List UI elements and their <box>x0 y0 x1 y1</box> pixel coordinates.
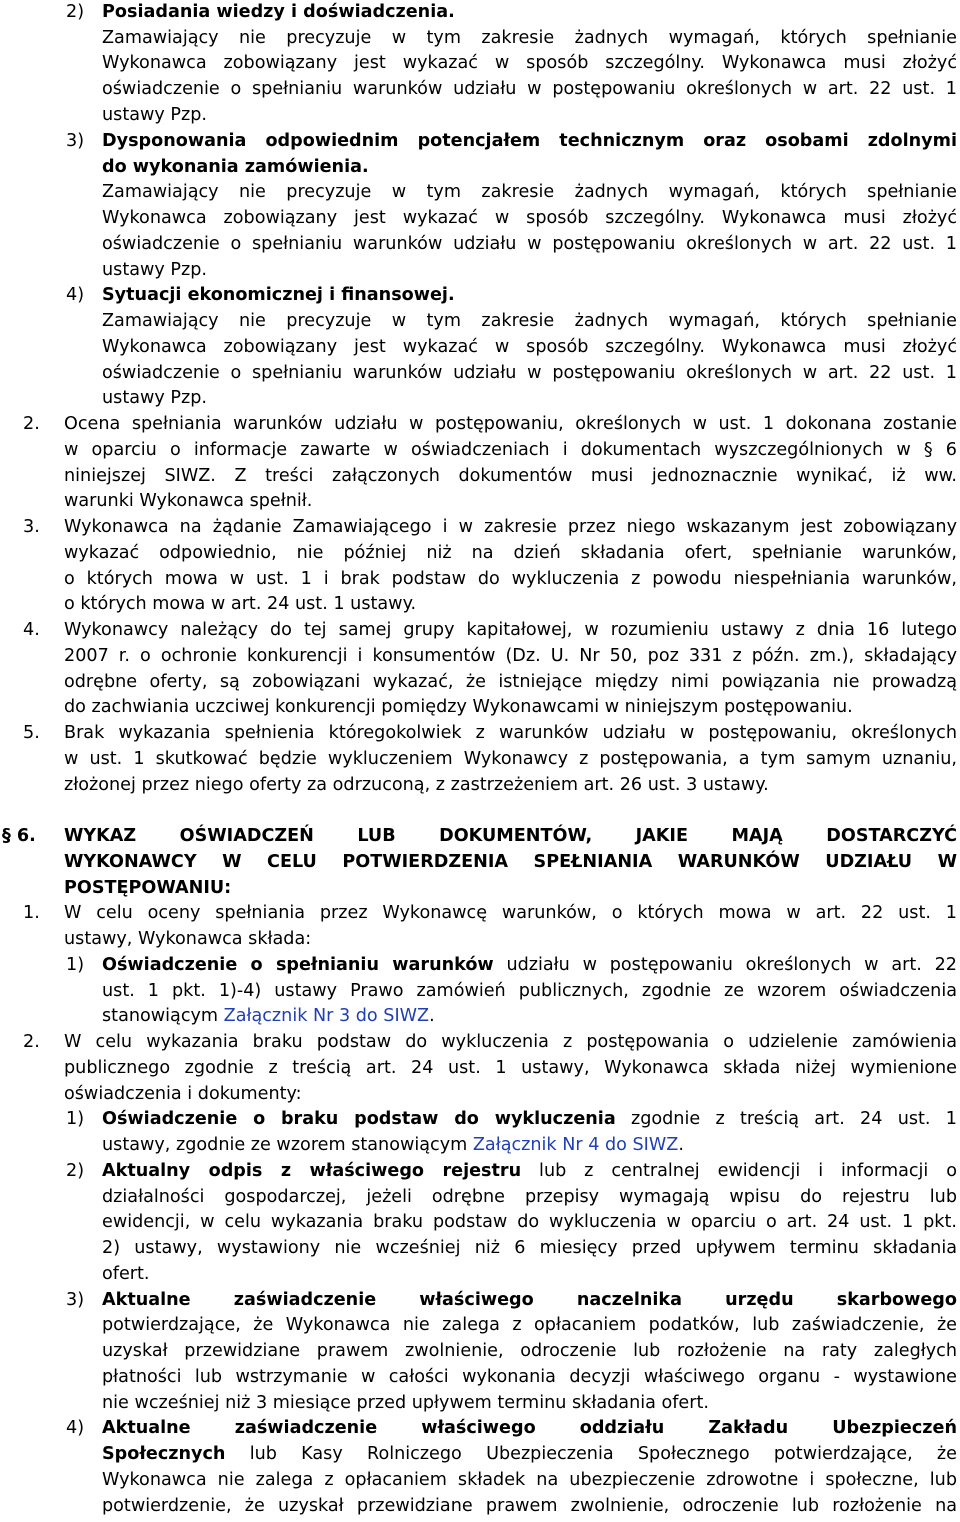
bold-phrase: Aktualny odpis z właściwego rejestru <box>102 1161 522 1181</box>
body-line: oświadczenie o spełnianiu warunków udziału w postępowaniu określonych w art. 22 ust. 1 <box>102 363 957 383</box>
body-line: w oparciu o informacje zawarte w oświadczeniach i dokumentach wyszczególnionych w § 6 <box>64 440 957 460</box>
point-number: 3. <box>23 517 40 537</box>
item-title-text: do wykonania zamówienia. <box>102 157 369 177</box>
text-span: ustawy, zgodnie ze wzorem stanowiącym <box>102 1135 473 1155</box>
attachment-link[interactable]: Załącznik Nr 3 do SIWZ <box>223 1006 430 1026</box>
body-line: Ocena spełniania warunków udziału w postępowaniu, określonych w ust. 1 dokonana zostanie <box>64 414 957 434</box>
text-span: udziału w postępowaniu określonych w art. 22 <box>493 955 957 975</box>
body-line <box>102 1004 435 1030</box>
bold-phrase: Aktualne zaświadczenie właściwego oddziału Zakładu Ubezpieczeń <box>102 1418 957 1438</box>
section-heading-text: WYKAZ OŚWIADCZEŃ LUB DOKUMENTÓW, JAKIE MAJĄ DOSTARCZYĆ <box>64 826 957 846</box>
item-number: 3) <box>66 1290 85 1310</box>
item-number: 3) <box>66 131 85 151</box>
item-title <box>102 129 957 155</box>
bold-phrase: Aktualne zaświadczenie właściwego naczelnika urzędu skarbowego <box>102 1290 957 1310</box>
section-heading <box>64 850 957 876</box>
body-line: Wykonawca na żądanie Zamawiającego i w zakresie przez niego wskazanym jest zobowiązany <box>64 517 957 537</box>
text-span: lub z centralnej ewidencji i informacji o <box>521 1161 957 1181</box>
body-line: Zamawiający nie precyzuje w tym zakresie żadnych wymagań, których spełnianie <box>102 182 957 202</box>
body-line: złożonej przez niego oferty za odrzuconą, z zastrzeżeniem art. 26 ust. 3 ustawy. <box>64 775 769 795</box>
item-number: 4) <box>66 285 85 305</box>
body-line: warunki Wykonawca spełnił. <box>64 491 313 511</box>
body-line: wykazać odpowiednio, nie później niż na dzień składania ofert, spełnianie warunków, <box>64 543 957 563</box>
body-line: oświadczenie o spełnianiu warunków udziału w postępowaniu określonych w art. 22 ust. 1 <box>102 79 957 99</box>
point-number: 4. <box>23 620 40 640</box>
item-number: 1) <box>66 1109 85 1129</box>
body-line: 2) ustawy, wystawiony nie wcześniej niż 6 miesięcy przed upływem terminu składania <box>102 1238 957 1258</box>
section-heading-text: POSTĘPOWANIU: <box>64 878 232 898</box>
attachment-link[interactable]: Załącznik Nr 4 do SIWZ <box>472 1135 679 1155</box>
body-line: ofert. <box>102 1264 150 1284</box>
body-line <box>102 1159 957 1185</box>
text-span: . <box>429 1006 435 1026</box>
body-line: oświadczenie o spełnianiu warunków udziału w postępowaniu określonych w art. 22 ust. 1 <box>102 234 957 254</box>
text-span: lub Kasy Rolniczego Ubezpieczenia Społecznego potwierdzające, że <box>225 1444 957 1464</box>
body-line: nie wcześniej niż 3 miesiące przed upływem terminu składania ofert. <box>102 1393 709 1413</box>
section-heading <box>64 824 957 850</box>
body-line: o których mowa w art. 24 ust. 1 ustawy. <box>64 594 417 614</box>
point-number: 5. <box>23 723 40 743</box>
body-line: odrębne oferty, są zobowiązani wykazać, że istniejące między nimi powiązania nie prowadzą <box>64 672 957 692</box>
body-line: uzyskał przewidziane prawem zwolnienie, odroczenie lub rozłożenie na raty zaległych <box>102 1341 957 1361</box>
body-line: W celu wykazania braku podstaw do wykluczenia z postępowania o udzielenie zamówienia <box>64 1032 957 1052</box>
text-span: . <box>678 1135 684 1155</box>
text-span: stanowiącym <box>102 1006 224 1026</box>
bold-phrase: Społecznych <box>102 1444 226 1464</box>
body-line: niniejszej SIWZ. Z treści załączonych dokumentów musi jednoznacznie wynikać, iż ww. <box>64 466 957 486</box>
body-line <box>102 1107 957 1133</box>
item-title <box>102 155 369 181</box>
item-title-text: Sytuacji ekonomicznej i finansowej. <box>102 285 455 305</box>
body-line: płatności lub wstrzymanie w całości wykonania decyzji właściwego organu - wystawione <box>102 1367 957 1387</box>
body-line: 2007 r. o ochronie konkurencji i konsumentów (Dz. U. Nr 50, poz 331 z późn. zm.), składający <box>64 646 957 666</box>
body-line: potwierdzające, że Wykonawca nie zalega z opłacaniem podatków, lub zaświadczenie, że <box>102 1315 957 1335</box>
section-marker-text: § 6. <box>2 826 36 846</box>
text-span: zgodnie z treścią art. 24 ust. 1 <box>615 1109 957 1129</box>
point-number: 2. <box>23 414 40 434</box>
body-line: ustawy, Wykonawca składa: <box>64 929 312 949</box>
item-title <box>102 0 455 26</box>
body-line: Wykonawca zobowiązany jest wykazać w sposób szczególny. Wykonawca musi złożyć <box>102 337 957 357</box>
section-heading-text: WYKONAWCY W CELU POTWIERDZENIA SPEŁNIANIA WARUNKÓW UDZIAŁU W <box>64 852 957 872</box>
body-line: ustawy Pzp. <box>102 260 207 280</box>
section-heading <box>64 876 231 902</box>
body-line <box>102 1416 957 1442</box>
body-line <box>102 1288 957 1314</box>
body-line: Zamawiający nie precyzuje w tym zakresie żadnych wymagań, których spełnianie <box>102 311 957 331</box>
body-line: ustawy Pzp. <box>102 105 207 125</box>
body-line <box>102 1442 957 1468</box>
point-number: 2. <box>23 1032 40 1052</box>
item-title-text: Dysponowania odpowiednim potencjałem technicznym oraz osobami zdolnymi <box>102 131 957 151</box>
point-number: 1. <box>23 903 40 923</box>
body-line: o których mowa w ust. 1 i brak podstaw do wykluczenia z powodu niespełniania warunków, <box>64 569 957 589</box>
body-line: Wykonawca zobowiązany jest wykazać w sposób szczególny. Wykonawca musi złożyć <box>102 53 957 73</box>
body-line: potwierdzenie, że uzyskał przewidziane prawem zwolnienie, odroczenie lub rozłożenie na <box>102 1496 957 1516</box>
body-line: oświadczenia i dokumenty: <box>64 1084 302 1104</box>
body-line <box>102 953 957 979</box>
body-line: Wykonawca zobowiązany jest wykazać w sposób szczególny. Wykonawca musi złożyć <box>102 208 957 228</box>
body-line: W celu oceny spełniania przez Wykonawcę warunków, o których mowa w art. 22 ust. 1 <box>64 903 957 923</box>
body-line: Zamawiający nie precyzuje w tym zakresie żadnych wymagań, których spełnianie <box>102 28 957 48</box>
item-number: 2) <box>66 1161 85 1181</box>
item-number: 4) <box>66 1418 85 1438</box>
body-line: w ust. 1 skutkować będzie wykluczeniem Wykonawcy z postępowania, a tym samym uznaniu, <box>64 749 957 769</box>
body-line: ustawy Pzp. <box>102 388 207 408</box>
item-number: 2) <box>66 2 85 22</box>
body-line: ust. 1 pkt. 1)-4) ustawy Prawo zamówień publicznych, zgodnie ze wzorem oświadczenia <box>102 981 957 1001</box>
body-line: działalności gospodarczej, jeżeli odrębne przepisy wymagają wpisu do rejestru lub <box>102 1187 957 1207</box>
body-line: Brak wykazania spełnienia któregokolwiek z warunków udziału w postępowaniu, określonych <box>64 723 957 743</box>
body-line <box>102 1133 684 1159</box>
item-number: 1) <box>66 955 85 975</box>
body-line: Wykonawcy należący do tej samej grupy kapitałowej, w rozumieniu ustawy z dnia 16 lutego <box>64 620 957 640</box>
section-marker <box>2 824 36 850</box>
bold-phrase: Oświadczenie o braku podstaw do wykluczenia <box>102 1109 616 1129</box>
body-line: Wykonawca nie zalega z opłacaniem składek na ubezpieczenie zdrowotne i społeczne, lub <box>102 1470 957 1490</box>
body-line: do zachwiania uczciwej konkurencji pomiędzy Wykonawcami w niniejszym postępowaniu. <box>64 697 853 717</box>
bold-phrase: Oświadczenie o spełnianiu warunków <box>102 955 494 975</box>
item-title-text: Posiadania wiedzy i doświadczenia. <box>102 2 455 22</box>
body-line: publicznego zgodnie z treścią art. 24 ust. 1 ustawy, Wykonawca składa niżej wymienione <box>64 1058 957 1078</box>
body-line: ewidencji, w celu wykazania braku podstaw do wykluczenia w oparciu o art. 24 ust. 1 pkt. <box>102 1212 957 1232</box>
item-title <box>102 283 455 309</box>
